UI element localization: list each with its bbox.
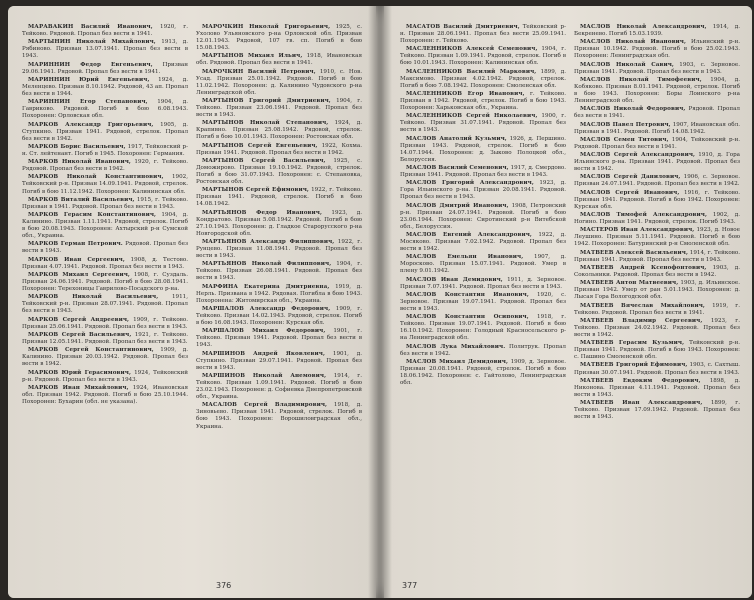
entry-name: МАСЛОВ Василий Семенович, <box>406 165 509 172</box>
memorial-entry <box>400 359 566 387</box>
entry-details: 1922, г. Рунцево. Призван 11.08.1941. Рядовой. Пропал без вести в 1943. <box>196 239 362 260</box>
memorial-entry <box>22 257 188 271</box>
page-number-left: 376 <box>216 581 232 590</box>
entry-name: МАРАВАКИН Василий Иванович, <box>28 24 153 30</box>
entry-name: МАРТЫНОВ Сергей Ефимович, <box>202 187 309 194</box>
memorial-entry <box>574 227 740 248</box>
entry-details: 1924, д. Крапивно. Призван 25.08.1942. Рядовой, стрелок. Погиб в бою 10.01.1943. Похоронен: Ростовская обл. <box>196 120 362 141</box>
memorial-entry <box>196 402 362 430</box>
entry-name: МАСЛОВ Павел Петрович, <box>580 121 671 128</box>
entry-details: 1922, д. Мосяково. Призван 7.02.1942. Рядовой. Пропал без вести в 1942. <box>400 232 566 253</box>
entry-details: 1918, д. Зиновьево. Призван 1941. Рядовой, стрелок. Погиб в бою 1943. Похоронен: Ворошиловградская обл., Украина. <box>196 402 362 430</box>
memorial-entry <box>574 212 740 226</box>
entry-name: МАРКОВ Виталий Васильевич, <box>28 196 135 203</box>
entry-details: 1920, г. Тейково. Рядовой. Пропал без вести в 1942. <box>22 159 188 173</box>
entry-details: 1923, д. Гора Ильинского р-на. Призван 20.08.1941. Рядовой. Пропал без вести в 1943. <box>400 180 566 201</box>
memorial-entry <box>574 303 740 317</box>
entry-name: МАРКОВ Николай Константинович, <box>28 174 164 181</box>
entry-details: 1908, г. Суздаль. Призван 24.06.1941. Рядовой. Погиб в бою 28.08.1941. Похоронен: Терехоницы Гаврилово-Посадского р-на. <box>22 271 188 293</box>
entry-name: МАРШИНОВ Николай Анемович, <box>202 373 327 380</box>
entry-details: 1924, Тейковский р-н. Рядовой. Пропал без вести в 1943. <box>22 369 188 383</box>
memorial-entry <box>196 239 362 260</box>
memorial-entry <box>196 328 362 349</box>
entry-name: МАСЛОВ Дмитрий Иванович, <box>406 202 509 209</box>
entry-details: 1904, д. Кобяково. Призван 8.01.1941. Рядовой, стрелок. Погиб в бою 1943. Похоронен: Боры Лоинского р-на Ленинградской обл. <box>574 76 741 105</box>
entry-name: МАСЛОВ Семен Титович, <box>580 136 669 143</box>
entry-details: 1900, г. Тейково. Призван 31.07.1941. Рядовой. Пропал без вести в 1943. <box>400 113 566 134</box>
entry-details: 1924, Ивановская обл. Призван 1942. Рядовой. Погиб в бою 25.10.1944. Похоронен: Бухарин (обл. не указана). <box>22 384 188 405</box>
memorial-entry <box>196 120 362 141</box>
entry-name: МАРТЬЯНОВ Александр Филиппович, <box>202 239 335 246</box>
entry-details: г. Тейково. Призван в 1942. Рядовой, стрелок. Погиб в бою 1943. Похоронен: Харьковская обл., Украина. <box>400 90 566 112</box>
memorial-entry <box>574 340 740 361</box>
memorial-entry <box>574 362 740 376</box>
entry-name: МАСЛОВ Анатолий Кузьмич, <box>406 135 507 142</box>
entry-name: МАСАЛОВ Сергей Владимирович, <box>202 402 328 409</box>
entry-name: МАРТЫНИН Николай Михайлович, <box>28 39 156 46</box>
entry-name: МАСЛОВ Тимофей Александрович, <box>580 212 708 219</box>
entry-details: 1918, Ивановская обл. Рядовой. Пропал без вести в 1941. <box>196 53 362 67</box>
entry-details: 1913, д. Рябиново. Призван 13.07.1941. Пропал без вести в 1943. <box>22 39 188 60</box>
entry-details: Политрук. Пропал без вести в 1942. <box>400 343 566 357</box>
memorial-entry <box>400 24 566 45</box>
entry-details: 1904, д. Гавриково. Рядовой. Погиб в бою 6.08.1943. Похоронен: Орловская обл. <box>22 99 188 120</box>
entry-name: МАСЛОВ Константин Иванович, <box>406 291 529 298</box>
memorial-entry <box>22 241 188 255</box>
entry-details: 1907, д. Моросково. Призван 15.07.1941. Рядовой. Умер в плену 9.01.1942. <box>400 254 566 275</box>
entry-name: МАРКОВ Борис Васильевич, <box>28 143 126 150</box>
entry-details: 1911, Тейковский р-н. Призван 28.07.1941. Рядовой. Пропал без вести в 1943. <box>22 294 188 315</box>
memorial-entry <box>574 250 740 264</box>
book-gutter <box>368 6 392 598</box>
entry-details: 1917, д. Смердово. Призван 1941. Рядовой. Пропал без вести в 1943. <box>400 165 567 179</box>
entry-details: 1919, г. Тейково. Рядовой. Пропал без вести в 1941. <box>574 302 740 316</box>
entry-details: 1925, с. Ухолово Ульяновского р-на Орловской обл. Призван 12.01.1943. Рядовой, 107 гв. сп. Погиб в бою 15.08.1943. <box>196 24 362 52</box>
memorial-entry <box>196 24 362 52</box>
memorial-entry <box>574 190 740 211</box>
memorial-entry <box>574 137 740 151</box>
entry-name: МАСЛЕННИКОВ Алексей Семенович, <box>406 46 538 53</box>
entry-name: МАРКОВ Николай Иванович, <box>28 159 131 166</box>
memorial-entry <box>196 69 362 97</box>
memorial-entry <box>196 210 362 238</box>
memorial-entry <box>22 77 188 98</box>
entry-name: МАРТЫНОВ Григорий Дмитриевич, <box>202 98 331 105</box>
column-4 <box>574 24 740 422</box>
entry-name: МАРТЫНОВ Сергей Васильевич, <box>202 157 326 164</box>
memorial-entry <box>400 203 566 231</box>
entry-details: 1899, г. Тейково. Призван 17.09.1942. Рядовой. Пропал без вести в 1943. <box>574 400 740 421</box>
memorial-entry <box>196 53 362 67</box>
entry-name: МАСЛЕННИКОВ Егор Иванович, <box>406 90 525 97</box>
entry-name: МАСЛОВ Константин Осипович, <box>406 314 529 321</box>
entry-details: 1923, д. Новое Леушино. Призван 5.11.1941. Рядовой. Погиб в бою 1942. Похоронен: Батуринский р-н Смоленской обл. <box>574 227 740 248</box>
memorial-entry <box>574 77 740 105</box>
memorial-entry <box>22 317 188 331</box>
entry-name: МАРКОВ Сергей Андреевич, <box>28 316 130 323</box>
entry-details: 1909, г. Тейково. Призван 25.06.1941. Рядовой. Пропал без вести в 1943. <box>22 316 188 330</box>
entry-details: Призван 29.06.1941. Рядовой. Пропал без вести в 1941. <box>22 61 188 75</box>
entry-name: МАСАТОВ Василий Дмитриевич, <box>406 24 520 30</box>
entry-name: МАРШИНОВ Андрей Яковлевич, <box>202 350 326 357</box>
entry-name: МАТВЕЕВ Андрей Ксенофонтович, <box>580 264 707 271</box>
entry-name: МАСЛОВ Емельян Иванович, <box>406 254 524 261</box>
memorial-entry <box>574 39 740 60</box>
entry-name: МАРКОВ Сергей Васильевич, <box>28 331 132 338</box>
memorial-entry <box>574 122 740 136</box>
entry-details: 1914, г. Тейково. Призван 1.09.1941. Рядовой. Погиб в бою 23.02.1943. Похоронен: д. Софиевка Днепропетровской обл., Украина. <box>196 373 363 401</box>
memorial-entry <box>574 24 740 38</box>
memorial-entry <box>574 62 740 76</box>
entry-details: 1914, д. Бекренево. Погиб 15.03.1939. <box>574 24 740 38</box>
entry-details: 1904, г. Тейково. Призван 23.06.1941. Рядовой. Пропал без вести в 1943. <box>196 98 363 119</box>
entry-details: 1910, д. Гора Ильинского р-на. Призван 1941. Рядовой. Пропал без вести в 1942. <box>574 152 740 173</box>
entry-details: 1902, Тейковский р-н. Призван 14.09.1941. Рядовой, стрелок. Погиб в бою 11.12.1942. Похоронен: Калининская обл. <box>22 174 189 195</box>
entry-name: МАРИННИН Юрий Евгеньевич, <box>28 76 150 83</box>
entry-name: МАСЛОВ Николай Савич, <box>580 61 674 68</box>
entry-details: 1909, д. Калинино. Призван 20.03.1942. Рядовой. Пропал без вести в 1942. <box>22 347 188 368</box>
entry-name: МАСЛОВ Евгений Александрович, <box>406 232 532 238</box>
memorial-entry <box>22 144 188 158</box>
entry-details: Тейковский р-н. Призван 1941. Рядовой. Погиб в бою 1943. Похоронен: с. Пашино Смоленской обл. <box>574 340 740 361</box>
page-number-right: 377 <box>402 581 418 590</box>
entry-name: МАСЛОВ Сергей Александрович, <box>580 152 696 159</box>
entry-details: 1903, с. Зерновое. Призван 1941. Рядовой. Пропал без вести в 1943. <box>574 61 740 75</box>
entry-name: МАРШАЛОВ Михаил Федорович, <box>202 328 326 335</box>
entry-name: МАРКОВ Юрий Герасимович, <box>28 369 132 376</box>
entry-details: 1909, г. Тейково. Призван 14.02.1943. Рядовой, стрелок. Погиб в бою 16.08.1943. Похоронен: Курская обл. <box>196 306 363 327</box>
entry-name: МАРОЧКИН Василий Петрович, <box>202 68 316 75</box>
entry-details: 1899, д. Максимово. Призван 4.02.1942. Рядовой, стрелок. Погиб в бою 7.08.1942. Похоронен: Смоленская обл. <box>400 68 566 89</box>
entry-details: 1914, г. Тейково. Призван 1941. Рядовой. Пропал без вести в 1943. <box>574 249 740 263</box>
entry-name: МАТВЕЕВ Иван Александрович, <box>580 400 703 407</box>
memorial-entry <box>574 152 740 173</box>
memorial-entry <box>22 122 188 143</box>
entry-details: 1903, д. Ильинское. Призван 1942. Умер от ран 5.01.1943. Похоронен: д. Лысая Гора Вологодской обл. <box>574 280 740 301</box>
entry-details: 1924, д. Меленцево. Призван 8.10.1942. Рядовой, 43 ап. Пропал без вести в 1944. <box>22 76 188 97</box>
entry-name: МАРТЫНОВ Николай Степанович, <box>202 120 329 127</box>
entry-name: МАСЛЕННИКОВ Василий Маркович, <box>406 68 537 75</box>
entry-name: МАРОЧКИН Николай Григорьевич, <box>202 24 331 30</box>
entry-name: МАСЛОВ Николай Александрович, <box>580 24 707 30</box>
memorial-entry <box>196 261 362 282</box>
entry-details: 1920, г. Тейково. Рядовой. Пропал без вести в 1941. <box>22 24 188 38</box>
entry-details: 1904, г. Тейково. Призван 26.08.1941. Рядовой. Пропал без вести в 1943. <box>196 261 362 282</box>
entry-name: МАРКОВ Иван Михайлович, <box>28 384 129 391</box>
entry-name: МАРКОВ Николай Васильевич, <box>28 294 159 301</box>
entry-name: МАРИННИН Федор Евгеньевич, <box>28 61 153 68</box>
memorial-entry <box>22 347 188 368</box>
entry-name: МАРКОВ Герман Петрович. <box>28 241 123 248</box>
entry-name: МАСЛОВ Сергей Данилович, <box>580 174 681 181</box>
entry-details: 1915, г. Тейково. Призван в 1941. Рядовой. Пропал без вести в 1943. <box>22 196 188 210</box>
entry-name: МАТВЕЕВ Григорий Ефимович, <box>580 362 688 369</box>
memorial-entry <box>400 69 566 90</box>
entry-details: Рядовой. Пропал без вести в 1943. <box>22 241 188 255</box>
entry-details: 1905, д. Ступкино. Призван 1941. Рядовой, стрелок. Пропал без вести в 1942. <box>22 121 188 142</box>
memorial-entry <box>400 232 566 253</box>
memorial-entry <box>574 400 740 421</box>
entry-name: МАТВЕЕВ Алексей Васильевич, <box>580 249 688 256</box>
entry-name: МАРКОВ Михаил Сергеевич, <box>28 271 130 278</box>
memorial-entry <box>400 292 566 313</box>
memorial-entry <box>22 39 188 60</box>
memorial-entry <box>400 314 566 342</box>
memorial-entry <box>574 174 740 188</box>
entry-details: 1901, г. Тейково. Призван 1941. Рядовой. Пропал без вести в 1943. <box>196 328 362 349</box>
memorial-entry <box>196 284 362 305</box>
memorial-entry <box>196 373 362 401</box>
entry-name: МАТВЕЕВ Евдоким Федорович, <box>580 377 701 384</box>
entry-name: МАСЛОВ Иван Демидович, <box>406 276 503 283</box>
memorial-entry <box>22 212 188 240</box>
memorial-entry <box>574 378 740 399</box>
memorial-entry <box>574 280 740 301</box>
memorial-entry <box>22 385 188 406</box>
entry-details: 1919, д. Нерль. Призвана в 1942. Рядовая. Погибла в бою 1943. Похоронена: Житомирская обл., Украина. <box>196 283 362 304</box>
memorial-entry <box>22 272 188 293</box>
memorial-entry <box>400 180 566 201</box>
entry-name: МАСЛОВ Михаил Демидович, <box>406 358 509 365</box>
memorial-entry <box>574 318 740 339</box>
entry-details: 1922, г. Тейково. Призван 1941. Рядовой, стрелок. Погиб в бою 14.08.1942. <box>196 187 362 208</box>
memorial-entry <box>22 159 188 173</box>
column-1 <box>22 24 188 407</box>
entry-details: Ильинский р-н. Призван 10.1942. Рядовой. Погиб в бою 25.02.1943. Похоронен: Ленинградская обл. <box>574 39 740 60</box>
left-page <box>8 6 376 598</box>
memorial-entry <box>400 136 566 164</box>
entry-name: МАСЛОВ Сергей Иванович, <box>580 189 680 196</box>
memorial-entry <box>196 187 362 208</box>
entry-details: 1910, с. Нов. Усад. Призван 25.01.1942. Рядовой. Погиб в бою 11.02.1942. Похоронен: д. Калинино Чудовского р-на Ленинградской обл. <box>196 68 363 96</box>
memorial-entry <box>22 370 188 384</box>
memorial-entry <box>196 158 362 186</box>
entry-details: 1908, Петровский р-н. Призван 24.07.1941. Рядовой. Погиб в бою 23.06.1944. Похоронен: Сиротинский р-н Витебской обл., Белоруссия. <box>400 202 566 230</box>
entry-name: МАРКОВ Сергей Константинович, <box>28 347 154 354</box>
entry-name: МАТВЕЕВ Вячеслав Михайлович, <box>580 302 705 309</box>
entry-details: 1907, Ивановская обл. Призван в 1941. Рядовой. Погиб 14.08.1942. <box>574 121 741 135</box>
entry-details: 1923, г. Тейково. Призван 24.02.1942. Рядовой. Пропал без вести в 1942. <box>574 317 740 338</box>
entry-details: 1916, г. Тейково. Призван 1941. Рядовой. Погиб в бою 1942. Похоронен: Курская обл. <box>574 189 740 210</box>
entry-details: Тейковский р-н. Призван 28.06.1941. Пропал без вести 25.09.1941. Похоронен: г. Тейково. <box>400 24 566 45</box>
memorial-entry <box>22 24 188 38</box>
entry-name: МАСЛОВ Николай Федорович, <box>580 106 686 113</box>
entry-details: 1918, г. Тейково. Призван 19.07.1941. Рядовой. Погиб в бою 16.10.1942. Похоронен: Голодный Красносельского р-на Ленинградской обл. <box>400 314 567 342</box>
entry-details: 1904, д. Калинино. Призван 1.11.1941. Рядовой, стрелок. Погиб в бою 20.08.1943. Похоронен: Ахтырский р-н Сумской обл., Украина. <box>22 212 189 240</box>
memorial-entry <box>22 174 188 195</box>
entry-details: 1903, д. Сокольники. Рядовой. Пропал без вести в 1942. <box>574 264 740 278</box>
entry-name: МАСЛОВ Николай Тимофеевич, <box>580 76 702 83</box>
column-2 <box>196 24 362 432</box>
memorial-entry <box>400 254 566 275</box>
memorial-entry <box>196 143 362 157</box>
entry-details: 1925, с. Доможирово. Призван 19.10.1942. Рядовой, стрелок. Погиб в бою 31.07.1943. Похоронен: с. Степановка, Ростовская обл. <box>196 157 362 186</box>
memorial-entry <box>400 91 566 112</box>
entry-details: 1906, с. Зерновое. Призван 24.07.1941. Рядовой. Пропал без вести в 1942. <box>574 174 740 188</box>
entry-name: МАСЛОВ Лука Михайлович. <box>406 343 506 350</box>
entry-name: МАСЛЕННИКОВ Сергей Николаевич, <box>406 113 538 120</box>
entry-name: МАРТЫНОВ Сергей Евгеньевич, <box>202 142 318 149</box>
memorial-entry <box>196 98 362 119</box>
memorial-entry <box>400 113 566 134</box>
entry-name: МАРКОВ Иван Сергеевич, <box>28 256 125 263</box>
right-page <box>384 6 752 598</box>
memorial-entry <box>400 277 566 291</box>
entry-details: 1920, с. Зерновое. Призван 19.07.1941. Рядовой. Пропал без вести в 1943. <box>400 291 566 313</box>
memorial-entry <box>400 46 566 67</box>
entry-name: МАСТЕРОВ Иван Александрович, <box>580 227 695 234</box>
entry-details: 1921, г. Тейково. Призван 12.05.1941. Рядовой. Пропал без вести в 1943. <box>22 331 188 345</box>
entry-details: 1917, Тейковский р-н. Ст. лейтенант. Погиб в 1945. Похоронен: Германия. <box>22 143 189 157</box>
memorial-entry <box>22 294 188 315</box>
entry-name: МАРТЬЯНОВ Николай Филиппович, <box>202 261 332 268</box>
entry-name: МАРТЬЯНОВ Федор Иванович, <box>202 209 323 216</box>
entry-details: 1923, д. Кондратово. Призван 5.08.1942. Рядовой. Погиб в бою 27.10.1943. Похоронен: д. Гладкое Старорусского р-на Новгородской обл. <box>196 209 362 237</box>
entry-details: 1902, д. Ногино. Призван 1941. Рядовой, стрелок. Погиб 1943. <box>574 212 740 226</box>
entry-details: 1901, д. Ступкино. Призван 29.07.1941. Рядовой. Пропал без вести в 1943. <box>196 350 362 371</box>
entry-name: МАТВЕЕВ Антон Матвеевич, <box>580 280 679 287</box>
entry-details: 1909, д. Зерновое. Призван 20.08.1941. Рядовой, стрелок. Погиб в бою 18.06.1942. Похоронен: с. Гайтолово, Ленинградская обл. <box>400 358 566 387</box>
open-book <box>8 6 752 598</box>
entry-details: 1903, с. Сахтыш. Призван 30.07.1941. Рядовой. Пропал без вести в 1943. <box>574 362 740 376</box>
entry-details: 1908, д. Тестово. Призван 4.07.1941. Рядовой. Пропал без вести в 1943. <box>22 256 188 270</box>
entry-name: МАТВЕЕВ Владимир Сергеевич, <box>580 317 703 324</box>
entry-name: МАРФИНА Екатерина Дмитриевна, <box>202 283 330 290</box>
entry-details: Рядовой. Пропал без вести в 1941. <box>574 106 740 120</box>
memorial-entry <box>196 351 362 372</box>
entry-name: МАРКОВ Герасим Константинович, <box>28 212 157 219</box>
entry-name: МАСЛОВ Григорий Александрович, <box>406 180 534 187</box>
memorial-entry <box>22 62 188 76</box>
memorial-entry <box>400 165 566 179</box>
memorial-entry <box>22 332 188 346</box>
entry-name: МАТВЕЕВ Герасим Кузьмич, <box>580 340 685 347</box>
column-3 <box>400 24 566 388</box>
memorial-entry <box>22 197 188 211</box>
entry-name: МАРИННИН Егор Степанович, <box>28 99 148 106</box>
memorial-entry <box>400 344 566 358</box>
entry-details: 1898, д. Никонова. Призван 4.11.1941. Рядовой. Пропал без вести в 1943. <box>574 377 741 398</box>
memorial-entry <box>22 99 188 120</box>
entry-details: 1904, Тейковский р-н. Рядовой. Пропал без вести в 1941. <box>574 136 740 150</box>
memorial-entry <box>196 306 362 327</box>
memorial-entry <box>574 265 740 279</box>
entry-name: МАРТЫНОВ Михаил Ильич, <box>202 53 303 60</box>
entry-name: МАСЛОВ Николай Иванович, <box>580 39 687 46</box>
entry-details: 1911, д. Зерновое. Призван 7.07.1941. Рядовой. Пропал без вести в 1943. <box>400 276 566 290</box>
entry-details: 1922, Кохма. Призван 1941. Рядовой. Пропал без вести в 1942. <box>196 142 362 156</box>
entry-name: МАРКОВ Александр Григорьевич, <box>28 121 154 128</box>
entry-details: 1926, д. Першино. Призван 1943. Рядовой, стрелок. Погиб в бою 14.07.1944. Похоронен: д. Зыково Полоцкой обл., Белоруссия. <box>400 135 566 163</box>
entry-name: МАРШАЛОВ Александр Федорович, <box>202 306 331 313</box>
memorial-entry <box>574 106 740 120</box>
entry-details: 1904, г. Тейково. Призван 1.09.1941. Рядовой, стрелок. Погиб в бою 10.01.1943. Похоронен: Калининская обл. <box>400 46 566 67</box>
